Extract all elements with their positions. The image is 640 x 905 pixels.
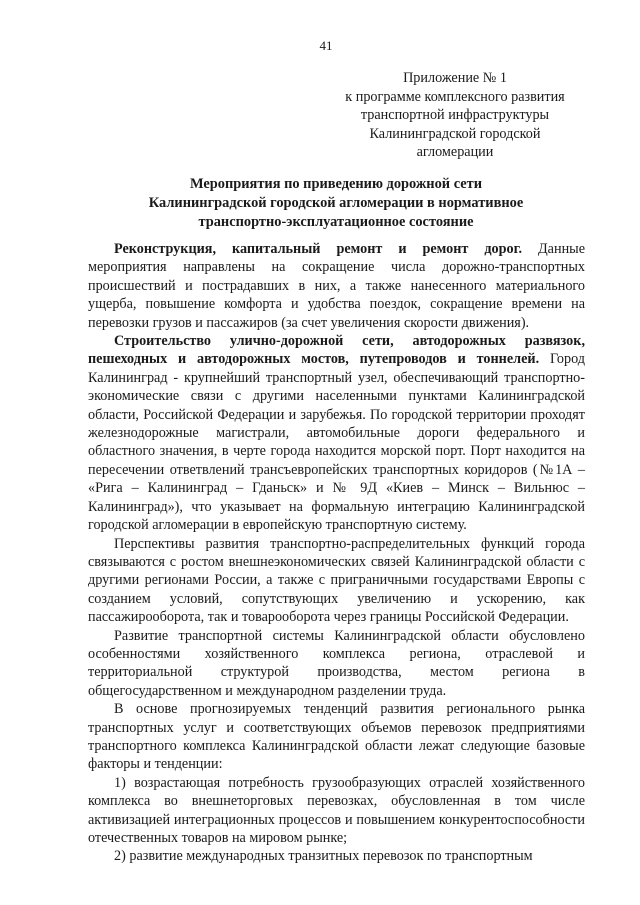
document-body	[88, 240, 585, 866]
paragraph-text: Данные мероприятия направлены на сокращение числа дорожно-транспортных происшествий и пострадавших в них, а также нанесенного материального ущерба, повышение комфорта и удобства поездок, сокращение времени на перевозки грузов и пассажиров (за счет увеличения скорости движения).	[88, 241, 585, 331]
paragraph-text: Город Калининград - крупнейший транспортный узел, обеспечивающий транспортно-экономические связи с другими населенными пунктами Калининградской области, Российской Федерации и зарубежья. По городской территории проходят железнодорожные магистрали, автомобильные дороги федерального и областного значения, в черте города находится морской порт. Порт находится на пересечении ответвлений трансъевропейских транспортных коридоров (№1А – «Рига – Калининград – Гданьск» и № 9Д «Киев – Минск – Вильнюс – Калининград»), что указывает на формальную интеграцию Калининградской городской агломерации в европейскую транспортную систему.	[88, 351, 586, 534]
document-title	[96, 175, 576, 232]
appendix-line: Приложение № 1	[403, 70, 507, 86]
paragraph-text: 2) развитие международных транзитных перевозок по транспортным	[114, 848, 533, 865]
list-item-1	[88, 774, 585, 848]
appendix-line: агломерации	[416, 144, 494, 161]
page-number: 41	[319, 38, 333, 53]
paragraph-lead: Строительство улично-дорожной сети, автодорожных развязок, пешеходных и автодорожных мостов, путепроводов и тоннелей.	[88, 333, 585, 368]
title-line: транспортно-эксплуатационное состояние	[198, 214, 474, 230]
title-line: Калининградской городской агломерации в нормативное	[148, 195, 524, 211]
list-item-2	[88, 847, 585, 865]
appendix-line: транспортной инфраструктуры	[360, 107, 550, 124]
appendix-header	[330, 69, 580, 162]
paragraph-text: Перспективы развития транспортно-распределительных функций города связываются с ростом внешнеэкономических связей Калининградской области с другими регионами России, а также с приграничными государствами Европы с созданием условий, сопутствующих увеличению и ускорению, как пассажирооборота, так и товарооборота через границы Российской Федерации.	[88, 535, 585, 626]
paragraph-text: 1) возрастающая потребность грузообразующих отраслей хозяйственного комплекса во внешнеторговых перевозках, обусловленная в том числе активизацией интеграционных процессов и повышением конкурентоспособности отечественных товаров на мировом рынке;	[88, 774, 585, 846]
paragraph-text: Развитие транспортной системы Калининградской области обусловлено особенностями хозяйственного комплекса региона, отраслевой и территориальной структурой производства, местом региона в общегосударственном и международном разделении труда.	[88, 627, 585, 699]
appendix-line: Калининградской городской	[369, 125, 541, 142]
title-line: Мероприятия по приведению дорожной сети	[189, 176, 482, 192]
paragraph-prospects	[88, 535, 585, 627]
paragraph-text: В основе прогнозируемых тенденций развития регионального рынка транспортных услуг и соответствующих объемов перевозок предприятиями транспортного комплекса Калининградской области лежат следующие базовые факторы и тенденции:	[88, 701, 585, 773]
paragraph-development	[88, 627, 585, 701]
paragraph-trends	[88, 700, 585, 774]
paragraph-construction	[88, 332, 585, 534]
paragraph-reconstruction	[88, 240, 585, 332]
appendix-line: к программе комплексного развития	[345, 88, 565, 105]
paragraph-lead: Реконструкция, капитальный ремонт и ремонт дорог.	[114, 241, 523, 257]
